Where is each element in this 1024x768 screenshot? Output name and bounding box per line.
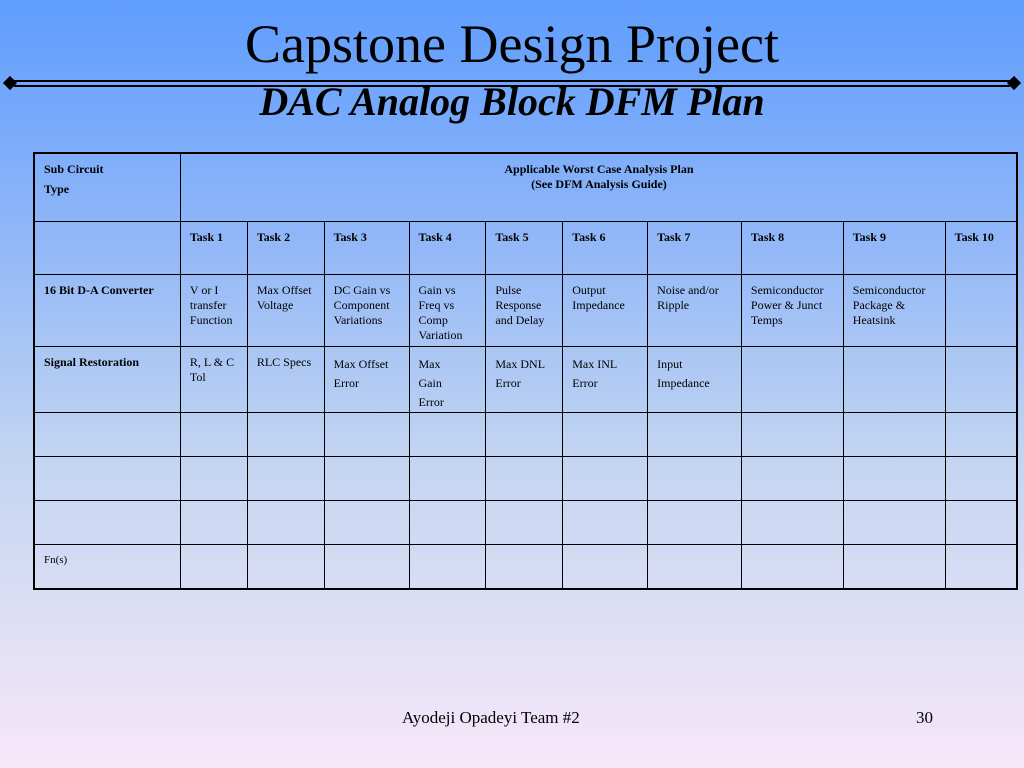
task-cell <box>741 501 843 545</box>
task-cell <box>945 275 1017 347</box>
task-cell <box>486 501 563 545</box>
task-cell <box>648 457 742 501</box>
task-cell-line: Input <box>657 357 683 371</box>
row-label: 16 Bit D-A Converter <box>34 275 180 347</box>
task-cell <box>409 457 486 501</box>
task-header-8: Task 8 <box>741 222 843 275</box>
task-cell: RLC Specs <box>247 347 324 413</box>
task-cell <box>324 545 409 590</box>
task-cell <box>486 545 563 590</box>
task-cell-line: Impedance <box>657 376 710 390</box>
task-cell <box>324 457 409 501</box>
task-cell: Semiconductor Package & Heatsink <box>843 275 945 347</box>
task-cell <box>741 545 843 590</box>
task-cell <box>409 545 486 590</box>
task-cell-line: Error <box>418 395 444 409</box>
task-cell-line: Gain <box>418 376 442 390</box>
task-header-6: Task 6 <box>563 222 648 275</box>
task-cell <box>409 413 486 457</box>
task-cell-line: Error <box>333 376 359 390</box>
page-number: 30 <box>916 708 933 727</box>
task-cell <box>843 347 945 413</box>
footer-text: Ayodeji Opadeyi Team #2 <box>402 708 580 727</box>
task-cell <box>945 413 1017 457</box>
task-cell: DC Gain vs Component Variations <box>324 275 409 347</box>
task-cell: V or I transfer Function <box>180 275 247 347</box>
task-cell-line: Error <box>495 376 521 390</box>
task-cell <box>648 545 742 590</box>
task-header-4: Task 4 <box>409 222 486 275</box>
task-cell: Max Offset Voltage <box>247 275 324 347</box>
task-cell <box>945 457 1017 501</box>
task-header-2: Task 2 <box>247 222 324 275</box>
task-cell-line: Max DNL <box>495 357 546 371</box>
task-cell-line: Error <box>572 376 598 390</box>
task-header-10: Task 10 <box>945 222 1017 275</box>
task-row-blank <box>34 222 180 275</box>
task-cell-line: Max <box>418 357 441 371</box>
task-cell <box>409 347 486 413</box>
task-header-7: Task 7 <box>648 222 742 275</box>
plan-header <box>180 153 1017 222</box>
task-cell <box>324 413 409 457</box>
slide-title: Capstone Design Project <box>245 14 779 74</box>
task-cell-line: Max Offset <box>333 357 389 371</box>
task-cell <box>324 501 409 545</box>
row-label-fns: Fn(s) <box>34 545 180 590</box>
task-cell: R, L & C Tol <box>180 347 247 413</box>
corner-header-line-1: Sub Circuit <box>44 162 104 176</box>
task-cell <box>741 413 843 457</box>
task-cell <box>741 457 843 501</box>
slide-subtitle: DAC Analog Block DFM Plan <box>259 79 765 124</box>
task-cell <box>409 501 486 545</box>
task-cell <box>563 501 648 545</box>
task-cell <box>247 413 324 457</box>
task-cell <box>180 413 247 457</box>
task-cell <box>486 413 563 457</box>
task-header-3: Task 3 <box>324 222 409 275</box>
corner-header <box>34 153 180 222</box>
task-cell <box>324 347 409 413</box>
task-cell: Gain vs Freq vs Comp Variation <box>409 275 486 347</box>
task-cell <box>247 457 324 501</box>
task-cell <box>945 545 1017 590</box>
corner-header-line-2: Type <box>44 182 70 196</box>
task-cell <box>247 501 324 545</box>
task-cell <box>486 457 563 501</box>
task-cell <box>945 347 1017 413</box>
task-cell <box>843 501 945 545</box>
plan-header-line-2: (See DFM Analysis Guide) <box>531 177 667 191</box>
task-cell <box>563 545 648 590</box>
task-cell <box>741 347 843 413</box>
dfm-plan-table <box>33 152 1018 590</box>
task-cell <box>563 457 648 501</box>
task-cell <box>180 457 247 501</box>
task-header-5: Task 5 <box>486 222 563 275</box>
task-cell <box>180 545 247 590</box>
task-cell <box>945 501 1017 545</box>
task-cell <box>843 457 945 501</box>
task-cell: Pulse Response and Delay <box>486 275 563 347</box>
task-cell <box>247 545 324 590</box>
task-cell <box>843 413 945 457</box>
task-cell <box>648 413 742 457</box>
task-cell <box>843 545 945 590</box>
task-cell <box>648 501 742 545</box>
task-cell <box>563 413 648 457</box>
row-label <box>34 457 180 501</box>
row-label: Signal Restoration <box>34 347 180 413</box>
task-cell <box>648 347 742 413</box>
row-label <box>34 501 180 545</box>
task-header-9: Task 9 <box>843 222 945 275</box>
task-cell: Semiconductor Power & Junct Temps <box>741 275 843 347</box>
task-cell <box>563 347 648 413</box>
task-cell: Noise and/or Ripple <box>648 275 742 347</box>
plan-header-line-1: Applicable Worst Case Analysis Plan <box>504 162 694 176</box>
row-label <box>34 413 180 457</box>
task-cell-line: Max INL <box>572 357 618 371</box>
task-cell: Output Impedance <box>563 275 648 347</box>
task-cell <box>180 501 247 545</box>
task-header-1: Task 1 <box>180 222 247 275</box>
task-cell <box>486 347 563 413</box>
